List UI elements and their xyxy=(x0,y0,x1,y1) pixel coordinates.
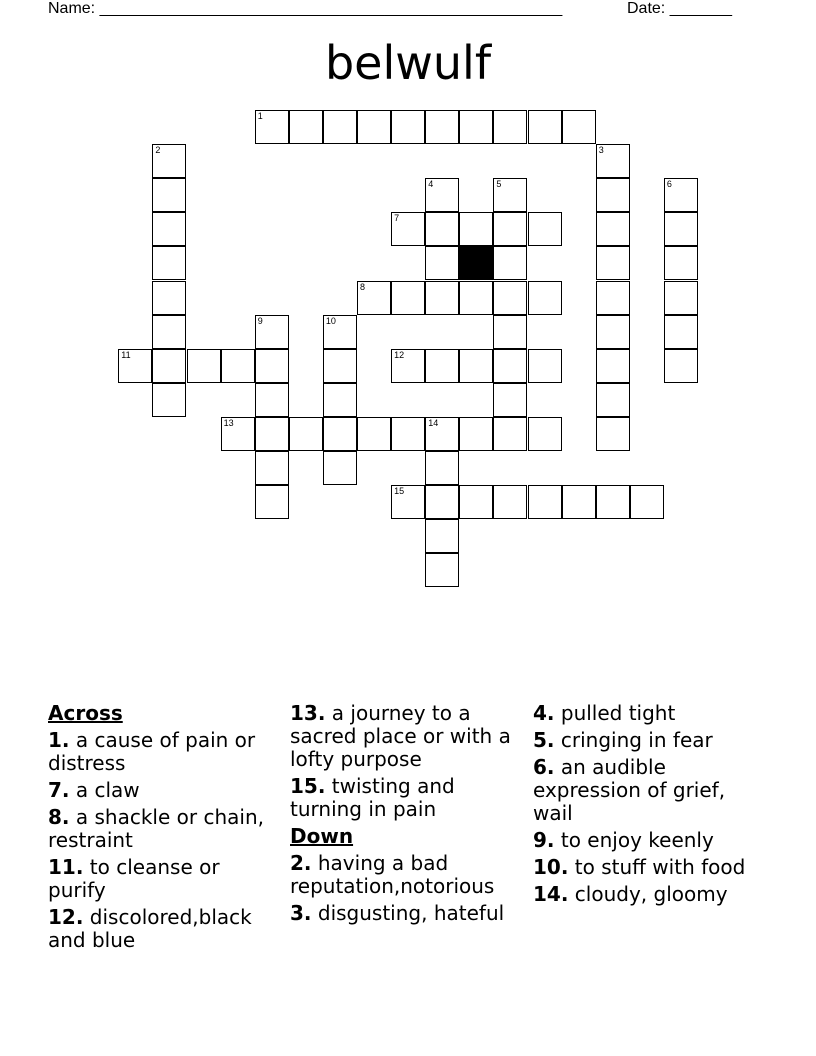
grid-cell[interactable] xyxy=(152,246,186,280)
grid-cell[interactable] xyxy=(152,178,186,212)
grid-cell[interactable] xyxy=(323,110,357,144)
grid-cell[interactable] xyxy=(596,417,630,451)
grid-cell[interactable] xyxy=(425,519,459,553)
across-heading: Across xyxy=(48,701,123,725)
clue-number-label: 14 xyxy=(428,417,439,428)
clue-number: 3. xyxy=(290,901,312,925)
clue-text: having a bad reputation,notorious xyxy=(290,851,495,898)
clue-text: a cause of pain or distress xyxy=(48,728,256,775)
clue-number: 11. xyxy=(48,855,84,879)
clue-number: 13. xyxy=(290,701,326,725)
clue-text: discolored,black and blue xyxy=(48,905,252,952)
grid-cell[interactable] xyxy=(323,349,357,383)
clue-across-8 xyxy=(48,806,273,852)
clue-number: 8. xyxy=(48,805,70,829)
grid-cell[interactable] xyxy=(323,383,357,417)
clue-column-1 xyxy=(48,702,273,956)
grid-cell[interactable] xyxy=(425,212,459,246)
clue-number-label: 10 xyxy=(325,315,336,326)
grid-cell[interactable] xyxy=(357,281,391,315)
grid-cell[interactable] xyxy=(425,451,459,485)
grid-cell[interactable] xyxy=(664,349,698,383)
clue-text: a journey to a sacred place or with a lofty purpose xyxy=(290,701,511,771)
clue-down-14 xyxy=(533,883,758,906)
clue-text: a shackle or chain, restraint xyxy=(48,805,264,852)
name-field-label: Name: ____________________________________________________ xyxy=(48,0,563,17)
clue-across-13 xyxy=(290,702,515,771)
grid-cell[interactable] xyxy=(391,417,425,451)
grid-cell[interactable] xyxy=(357,110,391,144)
grid-cell[interactable] xyxy=(562,110,596,144)
grid-cell[interactable] xyxy=(596,383,630,417)
grid-cell[interactable] xyxy=(562,485,596,519)
clue-number: 9. xyxy=(533,828,555,852)
grid-cell[interactable] xyxy=(493,281,527,315)
grid-cell[interactable] xyxy=(255,110,289,144)
grid-cell[interactable] xyxy=(255,349,289,383)
grid-cell[interactable] xyxy=(596,144,630,178)
clue-number-label: 5 xyxy=(496,179,502,190)
grid-cell[interactable] xyxy=(528,417,562,451)
clue-text: a claw xyxy=(75,778,140,802)
clue-down-5 xyxy=(533,729,758,752)
grid-cell[interactable] xyxy=(255,315,289,349)
clue-column-2 xyxy=(290,702,515,929)
grid-cell[interactable] xyxy=(459,281,493,315)
clue-across-7 xyxy=(48,779,273,802)
clue-number-label: 12 xyxy=(394,349,405,360)
clue-number-label: 7 xyxy=(394,213,400,224)
clue-down-9 xyxy=(533,829,758,852)
down-heading: Down xyxy=(290,824,354,848)
grid-cell[interactable] xyxy=(221,417,255,451)
grid-cell[interactable] xyxy=(630,485,664,519)
clue-number-label: 4 xyxy=(428,179,434,190)
grid-cell[interactable] xyxy=(664,281,698,315)
clue-across-15 xyxy=(290,775,515,821)
clue-down-10 xyxy=(533,856,758,879)
clue-number: 2. xyxy=(290,851,312,875)
clue-number-label: 6 xyxy=(666,179,672,190)
grid-cell[interactable] xyxy=(152,281,186,315)
grid-cell[interactable] xyxy=(493,178,527,212)
grid-cell[interactable] xyxy=(664,246,698,280)
grid-cell[interactable] xyxy=(152,383,186,417)
grid-cell[interactable] xyxy=(459,212,493,246)
grid-cell[interactable] xyxy=(459,349,493,383)
clue-text: an audible expression of grief, wail xyxy=(533,755,726,825)
grid-cell[interactable] xyxy=(459,417,493,451)
grid-cell[interactable] xyxy=(528,485,562,519)
clue-text: cloudy, gloomy xyxy=(574,882,728,906)
clue-number-label: 9 xyxy=(257,315,263,326)
clue-text: disgusting, hateful xyxy=(317,901,505,925)
clue-across-12 xyxy=(48,906,273,952)
grid-cell[interactable] xyxy=(596,212,630,246)
grid-cell[interactable] xyxy=(255,451,289,485)
grid-cell[interactable] xyxy=(289,417,323,451)
clue-number: 7. xyxy=(48,778,70,802)
clue-number-label: 11 xyxy=(121,349,131,360)
grid-cell[interactable] xyxy=(493,383,527,417)
clue-text: to enjoy keenly xyxy=(560,828,714,852)
grid-cell[interactable] xyxy=(596,349,630,383)
clue-number-label: 3 xyxy=(598,145,604,156)
grid-cell[interactable] xyxy=(425,553,459,587)
clue-across-1 xyxy=(48,729,273,775)
clue-number: 14. xyxy=(533,882,569,906)
grid-cell[interactable] xyxy=(425,349,459,383)
grid-cell[interactable] xyxy=(493,246,527,280)
clue-number: 12. xyxy=(48,905,84,929)
grid-cell[interactable] xyxy=(528,281,562,315)
grid-cell[interactable] xyxy=(425,417,459,451)
clue-text: pulled tight xyxy=(560,701,676,725)
grid-cell[interactable] xyxy=(493,349,527,383)
grid-cell[interactable] xyxy=(152,144,186,178)
grid-cell[interactable] xyxy=(596,178,630,212)
grid-cell[interactable] xyxy=(289,110,323,144)
black-square xyxy=(459,246,493,280)
clue-number-label: 8 xyxy=(360,281,366,292)
grid-cell[interactable] xyxy=(391,281,425,315)
grid-cell[interactable] xyxy=(596,246,630,280)
clue-down-3 xyxy=(290,902,515,925)
clue-number: 1. xyxy=(48,728,70,752)
grid-cell[interactable] xyxy=(118,349,152,383)
grid-cell[interactable] xyxy=(493,417,527,451)
date-field-label: Date: _______ xyxy=(627,0,732,17)
grid-cell[interactable] xyxy=(664,315,698,349)
grid-cell[interactable] xyxy=(255,383,289,417)
clue-number: 10. xyxy=(533,855,569,879)
grid-cell[interactable] xyxy=(152,212,186,246)
grid-cell[interactable] xyxy=(596,315,630,349)
grid-cell[interactable] xyxy=(391,110,425,144)
grid-cell[interactable] xyxy=(528,349,562,383)
clue-number-label: 2 xyxy=(155,145,161,156)
grid-cell[interactable] xyxy=(596,485,630,519)
grid-cell[interactable] xyxy=(255,485,289,519)
clue-number: 15. xyxy=(290,774,326,798)
clue-number-label: 13 xyxy=(223,417,234,428)
grid-cell[interactable] xyxy=(152,315,186,349)
grid-cell[interactable] xyxy=(187,349,221,383)
clue-text: to stuff with food xyxy=(574,855,746,879)
grid-cell[interactable] xyxy=(425,485,459,519)
grid-cell[interactable] xyxy=(596,281,630,315)
clue-down-2 xyxy=(290,852,515,898)
grid-cell[interactable] xyxy=(493,110,527,144)
grid-cell[interactable] xyxy=(357,417,391,451)
clue-column-3 xyxy=(533,702,758,910)
grid-cell[interactable] xyxy=(459,485,493,519)
grid-cell[interactable] xyxy=(528,212,562,246)
grid-cell[interactable] xyxy=(493,485,527,519)
grid-cell[interactable] xyxy=(425,110,459,144)
clue-number: 5. xyxy=(533,728,555,752)
clue-text: to cleanse or purify xyxy=(48,855,220,902)
grid-cell[interactable] xyxy=(459,110,493,144)
grid-cell[interactable] xyxy=(255,417,289,451)
grid-cell[interactable] xyxy=(323,417,357,451)
grid-cell[interactable] xyxy=(391,212,425,246)
grid-cell[interactable] xyxy=(152,349,186,383)
grid-cell[interactable] xyxy=(425,281,459,315)
grid-cell[interactable] xyxy=(425,178,459,212)
clue-across-11 xyxy=(48,856,273,902)
grid-cell[interactable] xyxy=(391,485,425,519)
clue-text: twisting and turning in pain xyxy=(290,774,455,821)
grid-cell[interactable] xyxy=(323,315,357,349)
clue-number-label: 1 xyxy=(257,111,263,121)
grid-cell[interactable] xyxy=(664,212,698,246)
clue-number: 6. xyxy=(533,755,555,779)
clue-number-label: 15 xyxy=(394,486,405,497)
grid-cell[interactable] xyxy=(221,349,255,383)
grid-cell[interactable] xyxy=(528,110,562,144)
page-title: belwulf xyxy=(324,36,492,90)
grid-cell[interactable] xyxy=(323,451,357,485)
clue-text: cringing in fear xyxy=(560,728,713,752)
grid-cell[interactable] xyxy=(493,315,527,349)
grid-cell[interactable] xyxy=(493,212,527,246)
clue-down-4 xyxy=(533,702,758,725)
clue-number: 4. xyxy=(533,701,555,725)
grid-cell[interactable] xyxy=(425,246,459,280)
grid-cell[interactable] xyxy=(664,178,698,212)
clue-down-6 xyxy=(533,756,758,825)
grid-cell[interactable] xyxy=(391,349,425,383)
